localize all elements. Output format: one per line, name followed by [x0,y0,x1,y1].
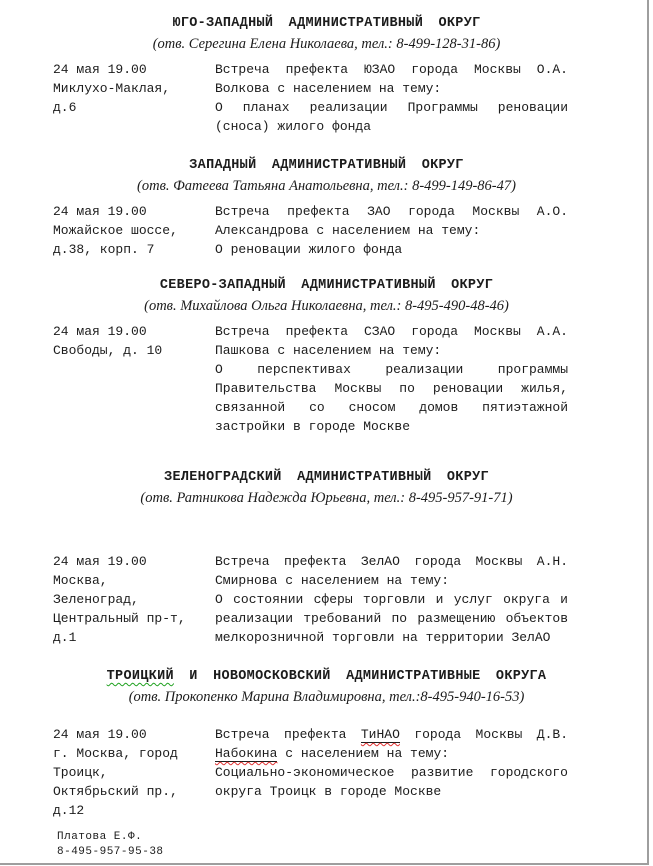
description-line [215,744,568,763]
district-contact-line: (отв. Фатеева Татьяна Анатольевна, тел.: 8-499-149-86-47) [137,178,516,194]
description-line [215,117,568,136]
district-section [53,468,568,647]
contact-phone: 8-495-957-95-38 [57,846,164,858]
district-section [53,667,568,820]
meeting-entry [53,202,568,259]
text-segment: округа Троицк в городе Москве [215,784,442,799]
district-contact-line: (отв. Михайлова Ольга Николаевна, тел.: 8-495-490-48-46) [144,298,509,314]
meeting-datetime-address [53,60,215,136]
address-line: д.1 [53,630,77,645]
description-line [215,379,568,398]
meeting-entry [53,552,568,647]
meeting-description [215,322,568,436]
text-segment: Правительства Москвы по реновации жилья, [215,381,568,396]
meeting-description [215,202,568,259]
meeting-datetime-address [53,725,215,820]
district-section [53,276,568,436]
description-line [215,341,568,360]
description-line [215,202,568,221]
text-segment: СЕВЕРО-ЗАПАДНЫЙ АДМИНИСТРАТИВНЫЙ ОКРУГ [159,278,494,293]
address-line: Миклухо-Маклая, [53,81,171,96]
description-line [215,221,568,240]
address-line: Троицк, [53,765,108,780]
text-segment: реализации требований по размещению объектов [215,611,568,626]
address-line: Москва, [53,573,108,588]
meeting-entry [53,725,568,820]
meeting-description [215,60,568,136]
description-line [215,628,568,647]
text-segment: Пашкова с населением на тему: [215,343,442,358]
description-line [215,60,568,79]
text-segment: застройки в городе Москве [215,419,411,434]
description-line [215,552,568,571]
meeting-entry [53,60,568,136]
district-contact-line: (отв. Прокопенко Марина Владимировна, тел.:8-495-940-16-53) [128,689,525,705]
meetings-schedule [53,14,568,820]
description-line [215,725,568,744]
address-line: Зеленоград, [53,592,139,607]
address-line: 24 мая 19.00 [53,554,147,569]
text-segment: Волкова с населением на тему: [215,81,442,96]
description-line [215,360,568,379]
district-title [53,667,600,687]
address-line: 24 мая 19.00 [53,204,147,219]
address-line: Центральный пр-т, [53,611,186,626]
description-line [215,398,568,417]
district-contact-line: (отв. Ратникова Надежда Юрьевна, тел.: 8-495-957-91-71) [140,490,513,506]
district-title [53,276,600,296]
address-line: д.6 [53,100,77,115]
flagged-word: ТРОИЦКИЙ [106,669,174,684]
text-segment: И НОВОМОСКОВСКИЙ АДМИНИСТРАТИВНЫЕ ОКРУГА [173,669,547,684]
contact-name: Платова Е.Ф. [57,831,143,843]
meeting-entry [53,322,568,436]
description-line [215,763,568,782]
text-segment: Встреча префекта [215,727,361,742]
address-line: д.38, корп. 7 [53,242,155,257]
meeting-description [215,725,568,820]
district-section [53,14,568,136]
district-title [53,156,600,176]
page-edge-right [647,0,649,864]
meeting-datetime-address [53,202,215,259]
text-segment: мелкорозничной торговли на территории ЗелАО [215,630,551,645]
text-segment: ЗЕЛЕНОГРАДСКИЙ АДМИНИСТРАТИВНЫЙ ОКРУГ [164,470,489,485]
text-segment: ЗАПАДНЫЙ АДМИНИСТРАТИВНЫЙ ОКРУГ [189,158,464,173]
text-segment: Александрова с населением на тему: [215,223,481,238]
meeting-datetime-address [53,322,215,436]
district-title [53,14,600,34]
meeting-description [215,552,568,647]
text-segment: связанной со сносом домов пятиэтажной [215,400,568,415]
text-segment: Встреча префекта ЮЗАО города Москвы О.А. [215,62,568,77]
address-line: г. Москва, город [53,746,178,761]
text-segment: (сноса) жилого фонда [215,119,372,134]
address-line: Свободы, д. 10 [53,343,163,358]
district-title [53,468,600,488]
description-line [215,571,568,590]
address-line: Можайское шоссе, [53,223,178,238]
address-line: 24 мая 19.00 [53,727,147,742]
description-line [215,417,568,436]
meeting-datetime-address [53,552,215,647]
text-segment: с населением на тему: [277,746,450,761]
description-line [215,79,568,98]
district-section [53,156,568,259]
text-segment: Встреча префекта ЗАО города Москвы А.О. [215,204,568,219]
district-contact-line: (отв. Серегина Елена Николаева, тел.: 8-499-128-31-86) [152,36,501,52]
text-segment: ЮГО-ЗАПАДНЫЙ АДМИНИСТРАТИВНЫЙ ОКРУГ [172,16,481,31]
text-segment: Встреча префекта СЗАО города Москвы А.А. [215,324,568,339]
description-line [215,240,568,259]
flagged-word: Набокина [215,746,278,761]
description-line [215,322,568,341]
contact-block [57,830,568,860]
text-segment: О перспективах реализации программы [215,362,568,377]
address-line: 24 мая 19.00 [53,324,147,339]
description-line [215,609,568,628]
page-edge-bottom [0,863,649,865]
text-segment: города Москвы Д.В. [399,727,568,742]
text-segment: Социально-экономическое развитие городского [215,765,568,780]
description-line [215,590,568,609]
text-segment: Встреча префекта ЗелАО города Москвы А.Н. [215,554,568,569]
text-segment: О состоянии сферы торговли и услуг округа и [215,592,568,607]
text-segment: О реновации жилого фонда [215,242,403,257]
flagged-word: ТиНАО [360,727,400,742]
text-segment: Смирнова с населением на тему: [215,573,450,588]
description-line [215,782,568,801]
address-line: д.12 [53,803,85,818]
text-segment: О планах реализации Программы реновации [215,100,568,115]
address-line: Октябрьский пр., [53,784,178,799]
address-line: 24 мая 19.00 [53,62,147,77]
description-line [215,98,568,117]
